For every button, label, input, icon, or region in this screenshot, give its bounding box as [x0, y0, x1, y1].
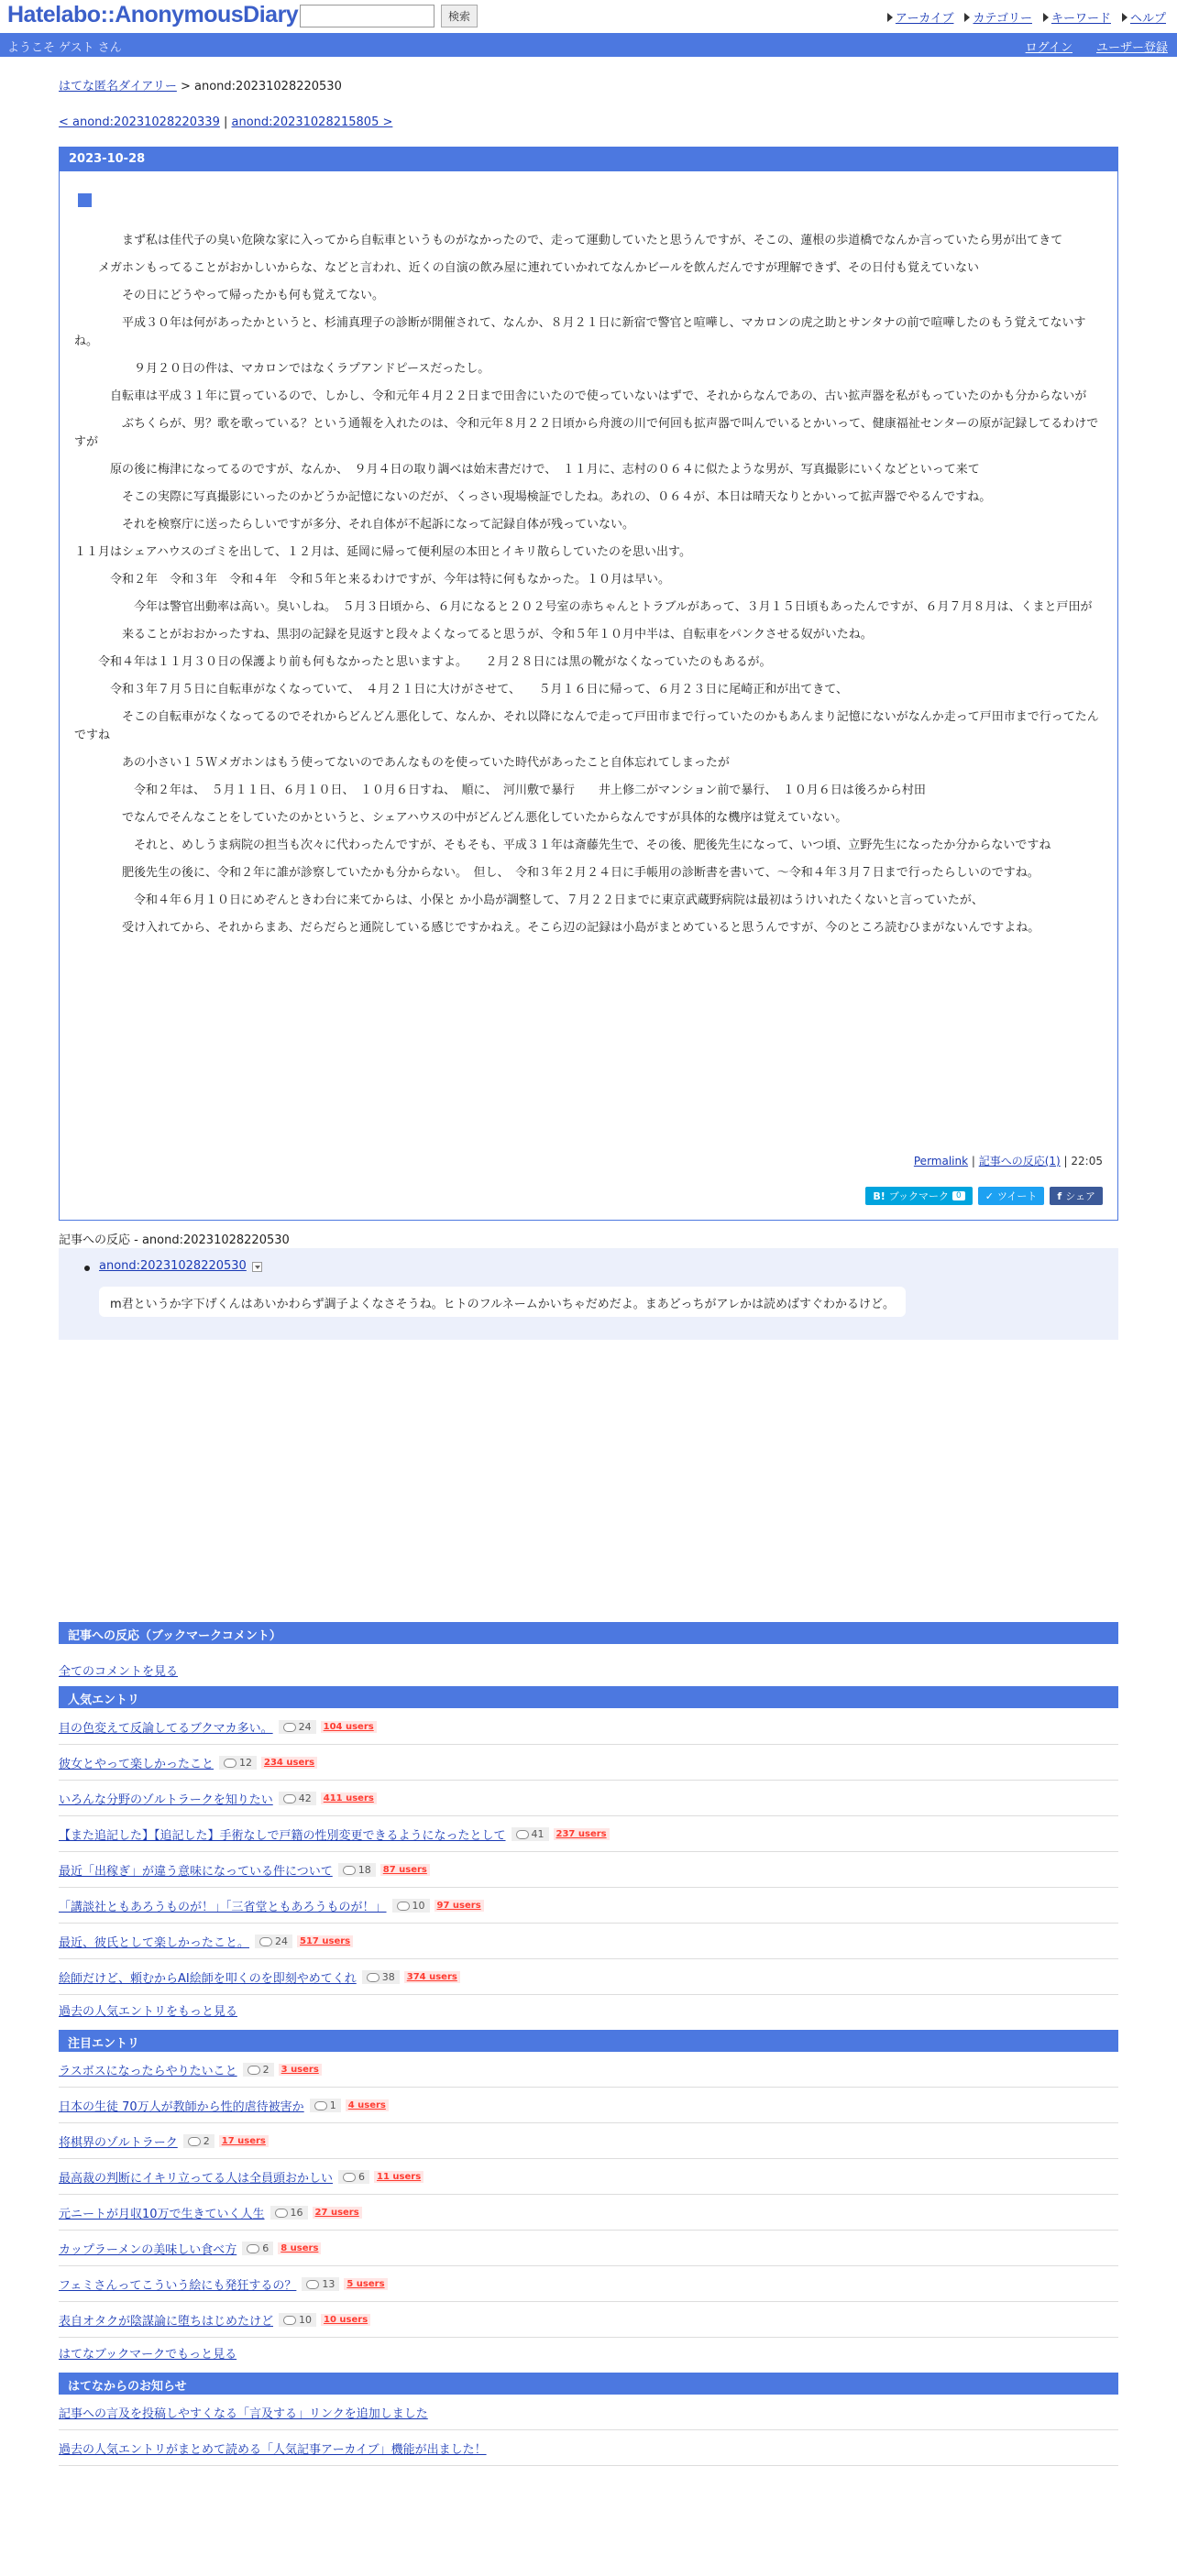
comment-count[interactable] [392, 1899, 430, 1913]
user-links [1026, 38, 1168, 55]
speech-bubble-icon [314, 2101, 327, 2110]
comment-count-value: 2 [203, 2135, 210, 2147]
users-badge[interactable]: 374 users [404, 1971, 460, 1983]
facebook-f-icon: f [1057, 1189, 1062, 1202]
entry-paragraph: それを検察庁に送ったらしいですが多分、それ自体が不起訴になって記録自体が残っていない。 [74, 518, 635, 532]
entry-paragraph: 来ることがおおかったすね、黒羽の記録を見返すと段々よくなってると思うが、令和５年１０月中半は、自転車をパンクさせる奴がいたね。 [74, 628, 873, 641]
users-badge[interactable]: 10 users [321, 2314, 370, 2326]
entry-paragraph: 令和２年 令和３年 令和４年 令和５年と来るわけですが、今年は特に何もなかった。１０月は早い。 [74, 573, 671, 586]
speech-bubble-icon [247, 2244, 259, 2253]
entry-title-link[interactable]: いろんな分野のゾルトラークを知りたい [59, 1793, 273, 1807]
entry-footer: Permalink | 記事への反応(1) | 22:05 [913, 1155, 1103, 1167]
entry-paragraph: １１月はシェアハウスのゴミを出して、１２月は、延岡に帰って便利屋の本田とイキリ散らしていたのを思い出す。 [74, 545, 692, 559]
users-badge[interactable]: 234 users [261, 1757, 317, 1769]
popular-entry-row [59, 1746, 1118, 1781]
comment-count-value: 1 [329, 2099, 336, 2111]
comment-count[interactable] [302, 2277, 339, 2291]
breadcrumb [59, 76, 342, 93]
notice-heading: はてなからのお知らせ [59, 2373, 1118, 2395]
breadcrumb-current: anond:20231028220530 [194, 80, 342, 93]
register-link[interactable]: ユーザー登録 [1095, 41, 1168, 55]
triangle-right-icon [1122, 13, 1128, 22]
comment-count-value: 41 [531, 1828, 544, 1840]
entry-paragraph: 令和４年６月１０日にめぞんときわ台に来てからは、小保と か小島が調整して、７月２２日までに東京武蔵野病院は最初はうけいれたくないと言っていたが、 [74, 893, 984, 907]
reaction-count-link[interactable]: 記事への反応(1) [978, 1155, 1061, 1167]
more-featured-link[interactable]: はてなブックマークでもっと見る [59, 2348, 237, 2362]
hatena-b-icon: B! [873, 1189, 886, 1202]
bookmark-comments-heading: 記事への反応（ブックマークコメント） [59, 1622, 1118, 1644]
day-date: 2023-10-28 [60, 148, 1117, 171]
comment-count[interactable] [219, 1756, 257, 1770]
diary-day [59, 147, 1118, 1221]
triangle-right-icon [964, 13, 970, 22]
triangle-right-icon [1043, 13, 1049, 22]
entry-paragraph: 受け入れてから、それからまあ、だらだらと通院している感じですかねえ。そこら辺の記録は小島がまとめていると思うんですが、今のところ読むひまがないんですよね。 [74, 921, 1040, 935]
notice-row [59, 2395, 1118, 2430]
entry-title-link[interactable]: 「講談社ともあろうものが！」「三省堂ともあろうものが！」 [59, 1901, 387, 1914]
nav-archive[interactable] [887, 8, 954, 26]
popular-entry-row [59, 1889, 1118, 1924]
neighbors-separator: | [219, 115, 232, 129]
comment-count-value: 2 [262, 2064, 270, 2076]
comment-count-value: 38 [381, 1971, 395, 1983]
welcome-text: ようこそ ゲスト さん [7, 41, 122, 55]
comment-count-value: 6 [358, 2171, 366, 2183]
featured-entry-row [59, 2088, 1118, 2123]
users-badge[interactable]: 104 users [321, 1721, 377, 1733]
entry-title-link[interactable]: 元ニートが月収10万で生きていく人生 [59, 2208, 265, 2221]
speech-bubble-icon [283, 1723, 296, 1732]
nav-help-link[interactable]: ヘルプ [1129, 12, 1166, 26]
speech-bubble-icon [367, 1973, 380, 1982]
speech-bubble-icon [343, 2173, 356, 2182]
next-entry-link[interactable]: anond:20231028215805 > [231, 115, 393, 129]
popular-entries-heading: 人気エントリ [59, 1686, 1118, 1708]
entry-neighbors [59, 115, 392, 129]
breadcrumb-separator: > [176, 80, 195, 93]
speech-bubble-icon [343, 1866, 356, 1875]
users-badge[interactable]: 411 users [321, 1792, 377, 1804]
entry-paragraph: ９月２０日の件は、マカロンではなくラプアンドピースだったし。 [74, 362, 490, 376]
nav-category-link[interactable]: カテゴリー [973, 12, 1032, 26]
nav-archive-link[interactable]: アーカイブ [895, 12, 954, 26]
comment-count-value: 24 [298, 1721, 312, 1733]
search-button[interactable]: 検索 [441, 5, 478, 27]
entry-title-link[interactable]: カップラーメンの美味しい食べ方 [59, 2243, 237, 2257]
comment-count-value: 16 [290, 2207, 303, 2219]
users-badge[interactable]: 11 users [374, 2171, 424, 2183]
comment-count[interactable] [279, 2313, 316, 2327]
permalink-link[interactable]: Permalink [913, 1155, 969, 1167]
speech-bubble-icon [275, 2209, 288, 2218]
users-badge[interactable]: 4 users [346, 2099, 389, 2111]
users-badge[interactable]: 517 users [297, 1935, 353, 1947]
comment-count[interactable] [279, 1720, 316, 1734]
comment-count[interactable] [362, 1970, 400, 1984]
speech-bubble-icon [259, 1937, 272, 1946]
tweet-label: ツイート [996, 1190, 1038, 1202]
entry-title-link[interactable]: ラスボスになったらやりたいこと [59, 2065, 237, 2078]
users-badge[interactable]: 3 users [279, 2064, 322, 2076]
comment-count[interactable] [255, 1935, 292, 1948]
facebook-share-button[interactable] [1050, 1187, 1103, 1205]
speech-bubble-icon [397, 1902, 410, 1911]
speech-bubble-icon [188, 2137, 201, 2146]
entry-paragraph: 令和４年は１１月３０日の保護より前も何もなかったと思いますよ。 ２月２８日には黒の靴がなくなっていたのもあるが。 [74, 655, 772, 669]
entry-title-link[interactable]: 最近「出稼ぎ」が違う意味になっている件について [59, 1865, 333, 1879]
speech-bubble-icon [248, 2066, 260, 2075]
featured-entry-row [59, 2053, 1118, 2088]
users-badge[interactable]: 5 users [344, 2278, 387, 2290]
comment-count-value: 12 [239, 1757, 253, 1769]
tweet-button[interactable] [978, 1187, 1045, 1205]
popular-entry-row [59, 1924, 1118, 1959]
popular-entry-row [59, 1781, 1118, 1816]
reaction-list [59, 1248, 1118, 1340]
bird-icon: ✓ [984, 1189, 994, 1202]
bookmark-label: ブックマーク [888, 1190, 950, 1202]
entry-title-link[interactable]: 絵師だけど、頼むからAI絵師を叩くのを即刻やめてくれ [59, 1972, 357, 1986]
comment-count-value: 10 [412, 1900, 425, 1912]
entry-title-link[interactable]: 将棋界のゾルトラーク [59, 2136, 178, 2150]
entry-paragraph: そこの自転車がなくなってるのでそれからどんどん悪化して、なんか、それ以降になんで走って戸田市まで行っていたのかもあんまり記憶にないがなんか走って戸田市まで行ってたんですね [74, 710, 1099, 742]
reaction-excerpt: m君というか字下げくんはあいかわらず調子よくなさそうね。ヒトのフルネームかいちゃだめだよ。まあどっちがアレかは読めばすぐわかるけど。 [99, 1287, 906, 1317]
comment-count[interactable] [183, 2134, 214, 2148]
entry-paragraph: ぶちくらが、男？歌を歌っている？という通報を入れたのは、令和元年８月２２日頃から舟渡の川で何回も拡声器で叫んでいるとかいって、健康福祉センターの原が記録してるわけですが [74, 417, 1099, 449]
featured-entry-row [59, 2267, 1118, 2302]
popular-entry-row [59, 1817, 1118, 1852]
all-comments-link[interactable]: 全てのコメントを見る [59, 1665, 179, 1679]
comment-count[interactable] [338, 1863, 376, 1877]
notice-link[interactable]: 記事への言及を投稿しやすくなる「言及する」リンクを追加しました [59, 2407, 428, 2421]
users-badge[interactable]: 27 users [313, 2207, 362, 2219]
comment-count[interactable] [279, 1792, 316, 1805]
comment-count-value: 13 [322, 2278, 336, 2290]
speech-bubble-icon [224, 1759, 236, 1768]
users-badge[interactable]: 87 users [380, 1864, 430, 1876]
hatena-bookmark-button[interactable] [865, 1187, 972, 1205]
entry-title-link[interactable]: 目の色変えて反論してるブクマカ多い。 [59, 1722, 273, 1736]
featured-entry-row [59, 2196, 1118, 2231]
speech-bubble-icon [306, 2280, 319, 2289]
popular-entry-row [59, 1853, 1118, 1888]
nav-keyword[interactable] [1043, 8, 1111, 26]
featured-entries-heading: 注目エントリ [59, 2030, 1118, 2052]
comment-count[interactable] [310, 2099, 341, 2112]
bullet-icon [84, 1266, 90, 1271]
entry-paragraph: 今年は警官出動率は高い。臭いしね。 ５月３日頃から、６月になると２０２号室の赤ちゃんとトラブルがあって、３月１５日頃もあったんですが、６月７月８月は、くまと戸田が [74, 600, 1093, 614]
entry-paragraph: あの小さい１５Ｗメガホンはもう使ってないのであんなものを使っていた時代があったこと自体忘れてしまったが [74, 756, 730, 770]
entry-paragraph: 自転車は平成３１年に買っているので、しかし、令和元年４月２２日まで田舎にいたので使っていないはずで、それからなんであの、古い拡声器を私がもっていたのかも分からないが [74, 389, 1087, 403]
nav-keyword-link[interactable]: キーワード [1050, 12, 1111, 26]
entry-time: 22:05 [1071, 1155, 1103, 1167]
more-popular-link[interactable]: 過去の人気エントリをもっと見る [59, 2005, 238, 2019]
entry-title-link[interactable]: 日本の生徒 70万人が教師から性的虐待被害か [59, 2100, 304, 2114]
users-badge[interactable]: 17 users [219, 2135, 269, 2147]
top-nav [887, 8, 1166, 26]
entry-paragraph: 平成３０年は何があったかというと、杉浦真理子の診断が開催されて、なんか、８月２１日に新宿で警官と喧嘩し、マカロンの虎之助とサンタナの前で喧嘩したのもう覚えてないすね。 [74, 316, 1086, 348]
comment-count-value: 24 [275, 1935, 289, 1947]
user-bar [0, 33, 1177, 57]
popular-entry-row [59, 1960, 1118, 1995]
search-input[interactable] [300, 5, 434, 27]
comment-count[interactable] [512, 1827, 549, 1841]
comment-count[interactable] [270, 2206, 308, 2220]
users-badge[interactable]: 237 users [554, 1828, 610, 1840]
entry-paragraph: まず私は佳代子の臭い危険な家に入ってから自転車というものがなかったので、走って運動していたと思うんですが、そこの、蓮根の歩道橋でなんか言っていたら男が出てきて [74, 234, 1063, 247]
entry-title-link[interactable]: 最高裁の判断にイキリ立ってる人は全員頭おかしい [59, 2172, 334, 2186]
entry-body [74, 232, 1103, 947]
entry-paragraph: 原の後に梅津になってるのですが、なんか、 ９月４日の取り調べは始末書だけで、 １１月に、志村の０６４に似たような男が、写真撮影にいくなどといって来て [74, 463, 980, 477]
entry-paragraph: 令和２年は、 ５月１１日、６月１０日、 １０月６日すね、 順に、 河川敷で暴行 井上修二がマンション前で暴行、 １０月６日は後ろから村田 [74, 784, 926, 797]
entry-paragraph: でなんでそんなことをしていたのかというと、シェアハウスの中がどんどん悪化していたからなんですが具体的な機序は覚えていない。 [74, 811, 848, 825]
breadcrumb-home-link[interactable]: はてな匿名ダイアリー [59, 80, 177, 93]
top-header [0, 0, 1177, 33]
comment-count-value: 10 [299, 2314, 313, 2326]
entry-title-link[interactable]: 彼女とやって楽しかったこと [59, 1758, 214, 1771]
entry-paragraph: その日にどうやって帰ったかも何も覚えてない。 [74, 289, 385, 302]
prev-entry-link[interactable]: < anond:20231028220339 [59, 115, 220, 129]
entry-paragraph: メガホンもってることがおかしいからな、などと言われ、近くの自演の飲み屋に連れていかれてなんかビールを飲んだんですが理解できず、その日付も覚えていない [74, 261, 979, 275]
speech-bubble-icon [516, 1830, 529, 1839]
bookmark-count: 0 [952, 1191, 965, 1200]
users-badge[interactable]: 97 users [434, 1900, 484, 1912]
speech-bubble-icon [283, 1794, 296, 1803]
comment-count-value: 18 [358, 1864, 371, 1876]
facebook-label: シェア [1065, 1190, 1095, 1202]
speech-bubble-icon [283, 2316, 296, 2325]
featured-entry-row [59, 2124, 1118, 2159]
entry-title-link[interactable]: 最近、彼氏として楽しかったこと。 [59, 1936, 250, 1950]
popular-entry-row [59, 1710, 1118, 1745]
users-badge[interactable]: 8 users [278, 2242, 321, 2254]
triangle-right-icon [887, 13, 893, 22]
entry-anchor-square[interactable] [78, 193, 92, 207]
featured-entry-row [59, 2231, 1118, 2266]
comment-count[interactable] [242, 2242, 273, 2255]
share-buttons [865, 1187, 1103, 1205]
entry-paragraph: そこの実際に写真撮影にいったのかどうか記憶にないのだが、くっさい現場検証でしたね。あれの、０６４が、本日は晴天なりとかいって拡声器でやるんですね。 [74, 490, 992, 504]
entry-title-link[interactable]: 【また追記した】【追記した】手術なしで戸籍の性別変更できるようになったとして [59, 1829, 506, 1843]
comment-count-value: 42 [298, 1792, 312, 1804]
entry-paragraph: 肥後先生の後に、令和２年に誰が診察していたかも分からない。 但し、 令和３年２月２４日に手帳用の診断書を書いて、〜令和４年３月７日まで行ったらしいのですね。 [74, 866, 1040, 880]
entry-title-link[interactable]: フェミさんってこういう絵にも発狂するの？ [59, 2279, 297, 2293]
dropdown-icon[interactable] [252, 1262, 262, 1272]
notice-row [59, 2431, 1118, 2466]
featured-entry-row [59, 2160, 1118, 2195]
notice-link[interactable]: 過去の人気エントリがまとめて読める「人気記事アーカイブ」機能が出ました！ [59, 2443, 487, 2457]
reaction-entry-link[interactable]: anond:20231028220530 [99, 1259, 247, 1273]
site-logo[interactable]: Hatelabo::AnonymousDiary [7, 2, 299, 27]
entry-paragraph: それと、めしうま病院の担当も次々に代わったんですが、そもそも、平成３１年は斎藤先生で、その後、肥後先生になって、いつ頃、立野先生になったか分からないですね [74, 839, 1051, 852]
login-link[interactable]: ログイン [1025, 41, 1072, 55]
entry-paragraph: 令和３年７月５日に自転車がなくなっていて、 ４月２１日に大けがさせて、 ５月１６日に帰って、６月２３日に尾崎正和が出てきて、 [74, 683, 848, 696]
entry-title-link[interactable]: 表自オタクが陰謀論に堕ちはじめたけど [59, 2315, 274, 2329]
comment-count[interactable] [243, 2063, 274, 2077]
featured-entry-row [59, 2303, 1118, 2338]
nav-category[interactable] [964, 8, 1031, 26]
nav-help[interactable] [1122, 8, 1166, 26]
reactions-heading: 記事への反応 - anond:20231028220530 [59, 1233, 290, 1247]
comment-count[interactable] [338, 2170, 369, 2184]
comment-count-value: 6 [262, 2242, 270, 2254]
